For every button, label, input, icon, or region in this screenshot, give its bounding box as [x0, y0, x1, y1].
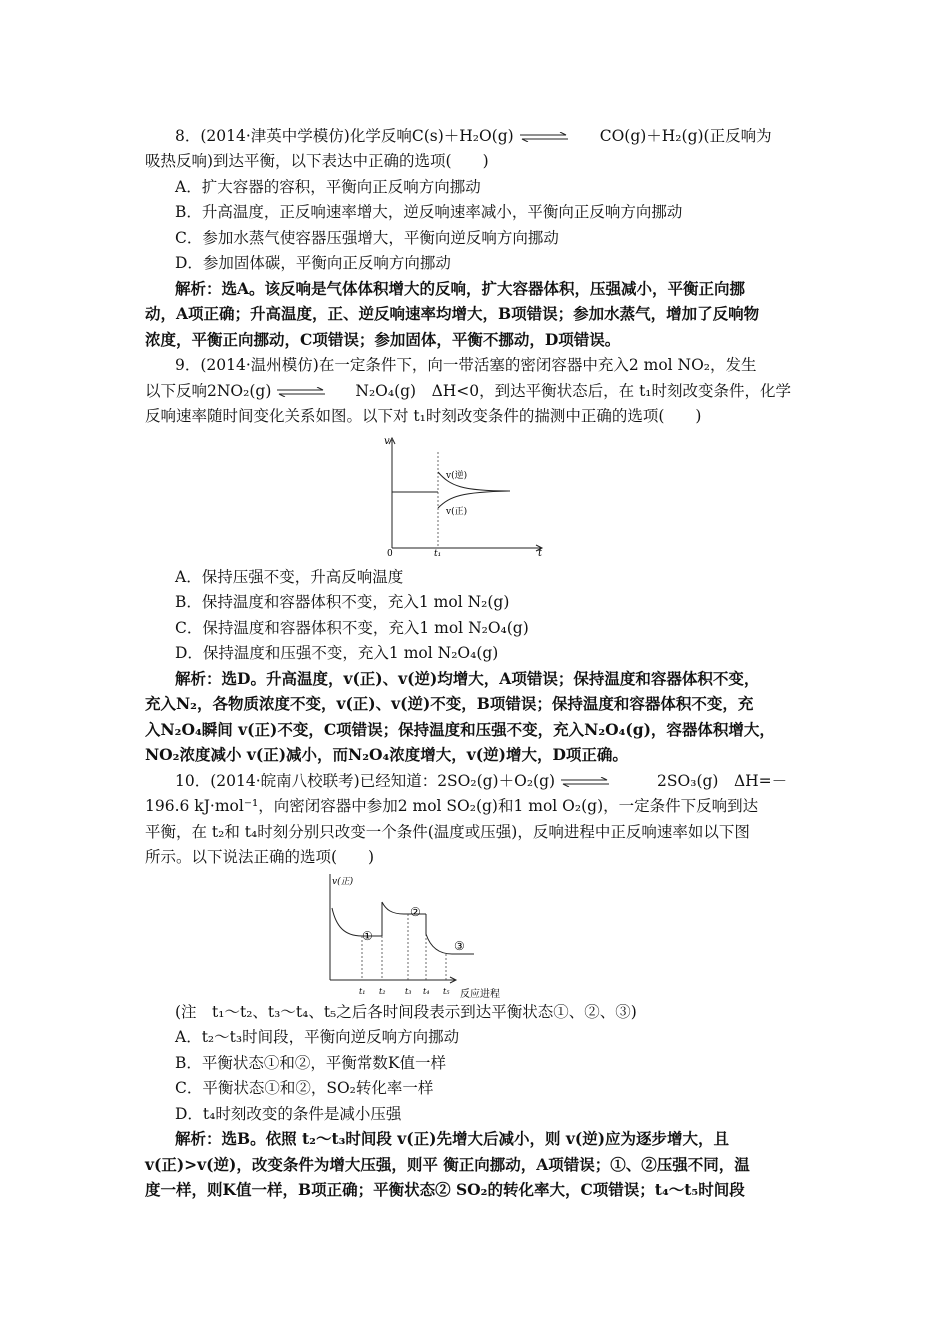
q8-option-b: B．升高温度，正反响速率增大，逆反响速率减小，平衡向正反响方向挪动 [175, 203, 683, 221]
state-3-curve [426, 934, 474, 954]
t1-tick-label: t₁ [434, 549, 442, 559]
state-1-label: ① [362, 929, 373, 943]
equilibrium-arrow-icon [275, 387, 327, 397]
q8-stem-line-1: 8．(2014·津英中学模仿)化学反响C(s)＋H₂O(g) CO(g)＋H₂(g)(正反响为 [175, 127, 772, 145]
q9-stem-line-2: 以下反响2NO₂(g) N₂O₄(g) ΔH<0，到达平衡状态后，在 t₁时刻改变条件，化学 [145, 382, 792, 400]
reverse-rate-label: v(逆) [446, 471, 468, 481]
equilibrium-arrow-icon [518, 132, 570, 142]
q10-note: (注 t₁～t₂、t₃～t₄、t₅之后各时间段表示到达平衡状态①、②、③) [175, 1003, 637, 1021]
q9-answer-line-3: 入N₂O₄瞬间 v(正)不变，C项错误；保持温度和压强不变，充入N₂O₄(g)，容器体积增大， [145, 720, 775, 739]
x-axis-label: 反应进程 [460, 989, 500, 998]
q10-forward-rate-graph [318, 870, 518, 998]
q10-answer-line-1: 解析：选B。依照 t₂～t₃时间段 v(正)先增大后减小，则 v(逆)应为逐步增大，且 [175, 1129, 730, 1148]
q8-stem-line-2: 吸热反响)到达平衡，以下表达中正确的选项( ) [145, 152, 489, 170]
q9-stem-line-3: 反响速率随时间变化关系如图。以下对 t₁时刻改变条件的揣测中正确的选项( ) [145, 407, 702, 425]
forward-rate-label: v(正) [446, 507, 468, 517]
q9-option-b: B．保持温度和容器体积不变，充入1 mol N₂(g) [175, 593, 510, 611]
equilibrium-arrow-icon [559, 777, 611, 787]
q9-answer-line-1: 解析：选D。升高温度，v(正)、v(逆)均增大，A项错误；保持温度和容器体积不变， [175, 669, 760, 688]
q10-option-c: C．平衡状态①和②，SO₂转化率一样 [175, 1079, 434, 1097]
q10-option-b: B．平衡状态①和②，平衡常数K值一样 [175, 1054, 446, 1072]
q10-stem-line-3: 平衡，在 t₂和 t₄时刻分别只改变一个条件(温度或压强)，反响进程中正反响速率如以下图 [145, 823, 750, 841]
state-2-curve [382, 902, 408, 914]
forward-rate-curve [438, 491, 510, 508]
q8-option-c: C．参加水蒸气使容器压强增大，平衡向逆反响方向挪动 [175, 229, 559, 247]
q10-option-a: A．t₂～t₃时间段，平衡向逆反响方向挪动 [175, 1028, 460, 1046]
q9-answer-line-2: 充入N₂，各物质浓度不变，v(正)、v(逆)不变，B项错误；保持温度和容器体积不变，充 [145, 694, 754, 713]
q9-stem-line-1: 9．(2014·温州模仿)在一定条件下，向一带活塞的密闭容器中充入2 mol NO₂，发生 [175, 356, 757, 374]
q9-option-d: D．保持温度和压强不变，充入1 mol N₂O₄(g) [175, 644, 499, 662]
q10-answer-line-3: 度一样，则K值一样，B项正确；平衡状态② SO₂的转化率大，C项错误；t₄～t₅时间段 [145, 1180, 745, 1199]
t5-tick-label: t₅ [443, 987, 450, 996]
t1-tick-label: t₁ [359, 987, 366, 996]
q9-option-c: C．保持温度和容器体积不变，充入1 mol N₂O₄(g) [175, 619, 529, 637]
q8-answer-line-1: 解析：选A。该反响是气体体积增大的反响，扩大容器体积，压强减小，平衡正向挪 [175, 279, 746, 298]
q10-stem-line-1: 10．(2014·皖南八校联考)已经知道：2SO₂(g)＋O₂(g) 2SO₃(g) ΔH=－ [175, 772, 788, 790]
q8-option-a: A．扩大容器的容积，平衡向正反响方向挪动 [175, 178, 481, 196]
y-axis-label: v(正) [332, 877, 354, 887]
q8-answer-line-3: 浓度，平衡正向挪动，C项错误；参加固体，平衡不挪动，D项错误。 [145, 330, 621, 349]
t2-tick-label: t₂ [379, 987, 386, 996]
q8-answer-line-2: 动，A项正确；升高温度，正、逆反响速率均增大，B项错误；参加水蒸气，增加了反响物 [145, 304, 760, 323]
state-2-label: ② [410, 905, 421, 919]
q8-option-d: D．参加固体碳，平衡向正反响方向挪动 [175, 254, 451, 272]
q10-option-d: D．t₄时刻改变的条件是减小压强 [175, 1105, 402, 1123]
state-1-curve [332, 908, 382, 936]
x-axis-label: t [538, 548, 543, 559]
q9-rate-time-graph [370, 432, 550, 560]
t4-tick-label: t₄ [423, 987, 430, 996]
t3-tick-label: t₃ [405, 987, 412, 996]
q9-option-a: A．保持压强不变，升高反响温度 [175, 568, 404, 586]
q9-answer-line-4: NO₂浓度减小 v(正)减小，而N₂O₄浓度增大，v(逆)增大，D项正确。 [145, 745, 628, 764]
origin-label: 0 [387, 549, 393, 559]
state-3-label: ③ [454, 939, 465, 953]
y-axis-label: v [384, 436, 390, 447]
q10-answer-line-2: v(正)>v(逆)，改变条件为增大压强，则平 衡正向挪动，A项错误；①、②压强不同，温 [145, 1155, 750, 1174]
q10-stem-line-2: 196.6 kJ·mol⁻¹，向密闭容器中参加2 mol SO₂(g)和1 mol O₂(g)，一定条件下反响到达 [145, 797, 759, 815]
q10-stem-line-4: 所示。以下说法正确的选项( ) [145, 848, 375, 866]
